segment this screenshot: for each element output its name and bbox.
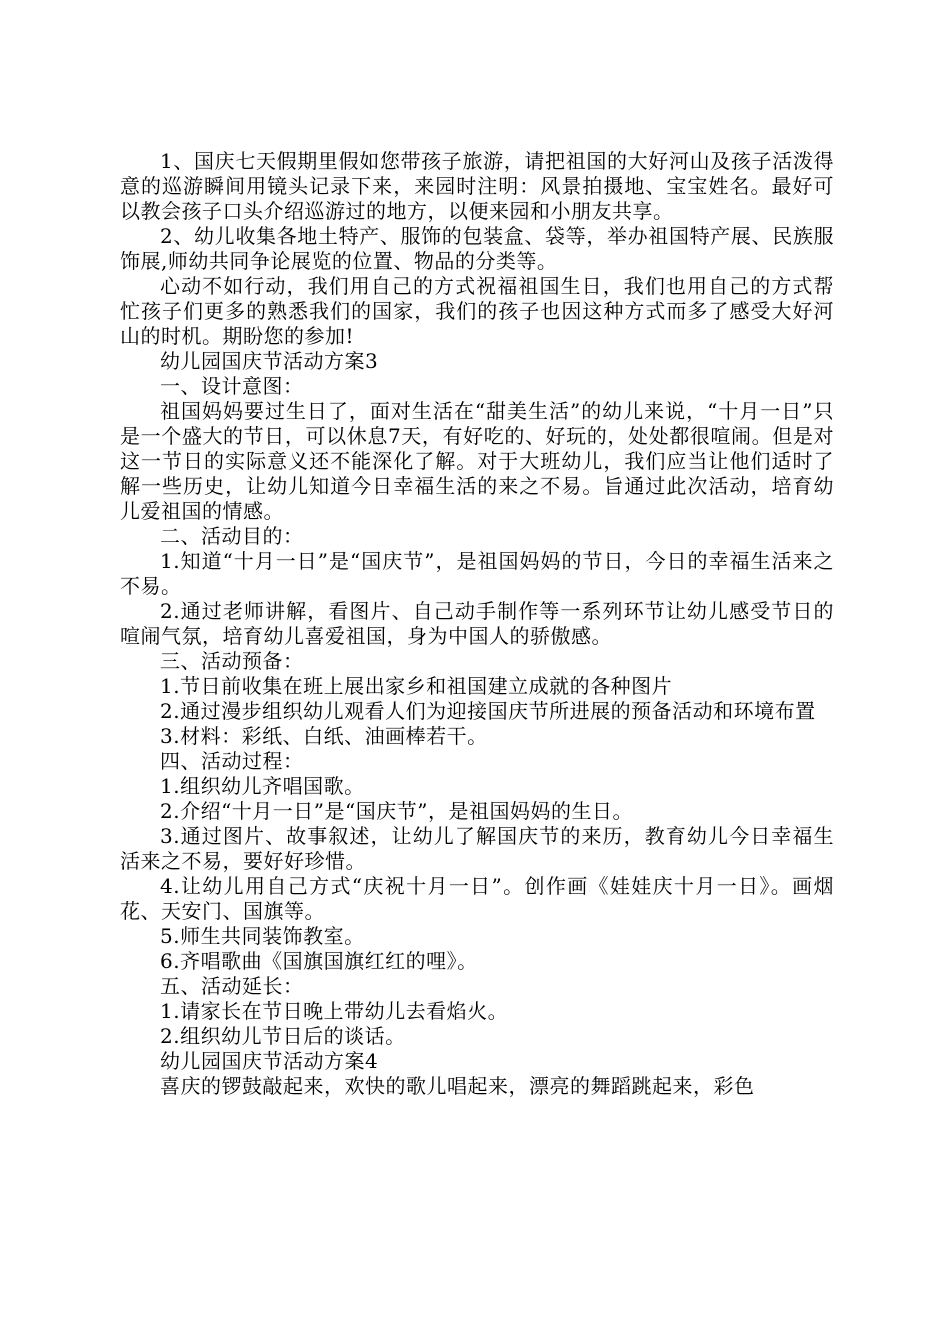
list-item: 6.齐唱歌曲《国旗国旗红红的哩》。 [160, 949, 478, 973]
list-item: 1.知道“十月一日”是“国庆节”，是祖国妈妈的节日，今日的幸福生活来之不易。 [120, 549, 834, 598]
list-item: 3.通过图片、故事叙述，让幼儿了解国庆节的来历，教育幼儿今日幸福生活来之不易，要好好珍惜。 [120, 824, 834, 873]
subsection-heading: 二、活动目的： [160, 524, 304, 548]
subsection-heading: 四、活动过程： [160, 749, 304, 773]
list-item: 2.通过漫步组织幼儿观看人们为迎接国庆节所进展的预备活动和环境布置 [160, 699, 816, 723]
list-item: 1.组织幼儿齐唱国歌。 [160, 774, 365, 798]
list-item: 5.师生共同装饰教室。 [160, 924, 365, 948]
list-item: 1.请家长在节日晚上带幼儿去看焰火。 [160, 999, 509, 1023]
list-item: 4.让幼儿用自己方式“庆祝十月一日”。创作画《娃娃庆十月一日》。画烟花、天安门、国旗等。 [120, 874, 834, 923]
paragraph: 喜庆的锣鼓敲起来，欢快的歌儿唱起来，漂亮的舞蹈跳起来，彩色 [160, 1074, 755, 1098]
subsection-heading: 三、活动预备： [160, 649, 304, 673]
list-item: 1.节日前收集在班上展出家乡和祖国建立成就的各种图片 [160, 674, 673, 698]
list-item: 2.通过老师讲解，看图片、自己动手制作等一系列环节让幼儿感受节日的喧闹气氛，培育幼儿喜爱祖国，身为中国人的骄傲感。 [120, 599, 834, 648]
paragraph: 2、幼儿收集各地土特产、服饰的包装盒、袋等，举办祖国特产展、民族服饰展,师幼共同争论展览的位置、物品的分类等。 [120, 224, 834, 273]
paragraph: 1、国庆七天假期里假如您带孩子旅游，请把祖国的大好河山及孩子活泼得意的巡游瞬间用镜头记录下来，来园时注明：风景拍摄地、宝宝姓名。最好可以教会孩子口头介绍巡游过的地方，以便来园和小朋友共享。 [120, 149, 834, 223]
section-heading: 幼儿园国庆节活动方案4 [160, 1049, 379, 1073]
subsection-heading: 五、活动延长： [160, 974, 304, 998]
list-item: 2.组织幼儿节日后的谈话。 [160, 1024, 406, 1048]
list-item: 2.介绍“十月一日”是“国庆节”，是祖国妈妈的生日。 [160, 799, 633, 823]
document-body [120, 149, 834, 1099]
paragraph: 祖国妈妈要过生日了，面对生活在“甜美生活”的幼儿来说，“十月一日”只是一个盛大的节日，可以休息7天，有好吃的、好玩的，处处都很喧闹。但是对这一节日的实际意义还不能深化了解。对于大班幼儿，我们应当让他们适时了解一些历史，让幼儿知道今日幸福生活的来之不易。旨通过此次活动，培育幼儿爱祖国的情感。 [120, 399, 834, 523]
list-item: 3.材料：彩纸、白纸、油画棒若干。 [160, 724, 488, 748]
paragraph: 心动不如行动，我们用自己的方式祝福祖国生日，我们也用自己的方式帮忙孩子们更多的熟悉我们的国家，我们的孩子也因这种方式而多了感受大好河山的时机。期盼您的参加! [120, 274, 834, 348]
section-heading: 幼儿园国庆节活动方案3 [160, 349, 379, 373]
subsection-heading: 一、设计意图： [160, 374, 304, 398]
